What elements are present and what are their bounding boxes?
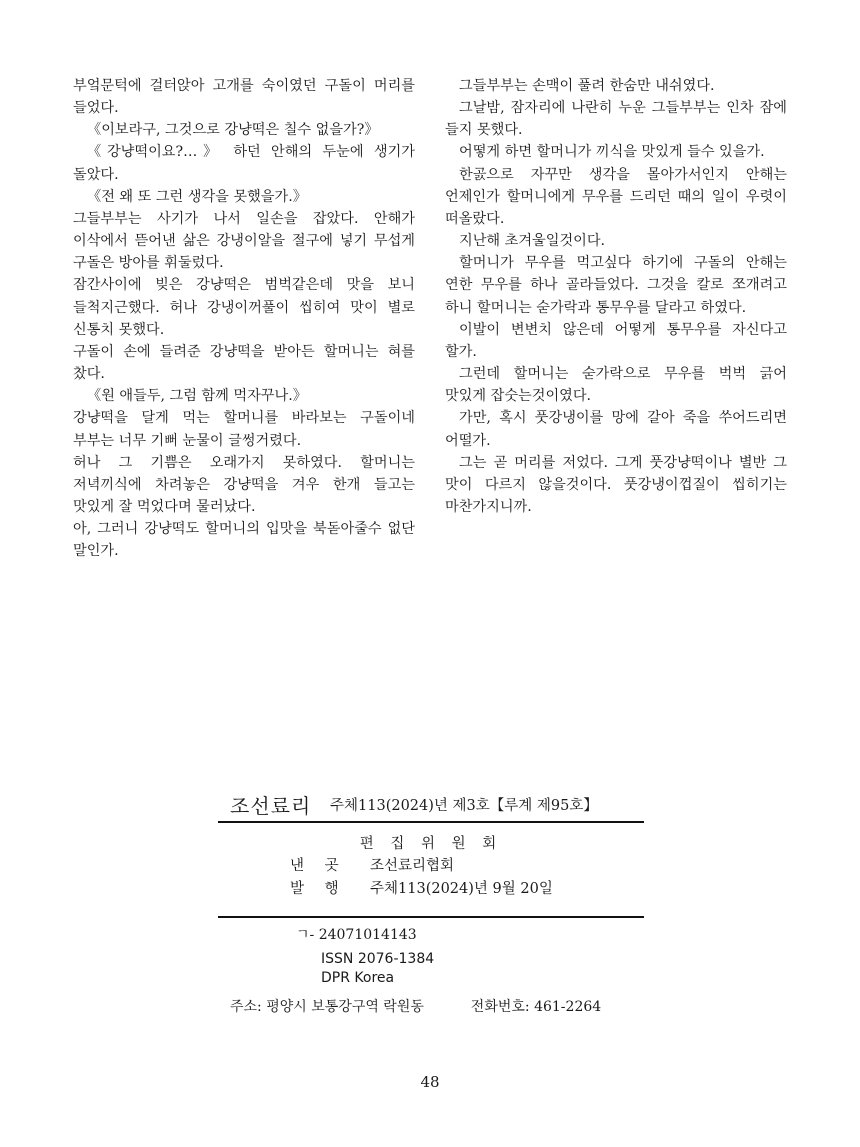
- paragraph: 그런데 할머니는 숟가락으로 무우를 벅벅 긁어 맛있게 잡숫는것이였다.: [445, 366, 787, 405]
- editorial-board: 편 집 위 원 회: [359, 836, 503, 852]
- phone-label: 전화번호:: [470, 999, 530, 1015]
- paragraph: 허나 그 기쁨은 오래가지 못하였다. 할머니는 저녁끼식에 차려놓은 강냥떡을 겨우 한개 들고는 맛있게 잘 먹었다며 물러났다.: [73, 454, 415, 515]
- address-line: [230, 996, 601, 1016]
- page-number: 48: [420, 1073, 440, 1091]
- divider: [218, 916, 644, 918]
- issue-date-value: 주체113(2024)년 9월 20일: [370, 881, 553, 897]
- publisher-value: 조선료리협회: [370, 858, 455, 874]
- publication-info: [218, 854, 644, 906]
- issn: ISSN 2076-1384: [321, 951, 435, 967]
- registration-code: ㄱ- 24071014143: [296, 927, 417, 943]
- paragraph: 이발이 변변치 않은데 어떻게 통무우를 자신다고 할가.: [445, 321, 787, 360]
- paragraph: 그는 곧 머리를 저었다. 그게 풋강냥떡이나 별반 그 맛이 다르지 않을것이다. 풋강냉이껍질이 씹히기는 마찬가지니까.: [445, 454, 787, 515]
- paragraph: 그들부부는 손맥이 풀려 한숨만 내쉬였다.: [459, 78, 715, 94]
- paragraph: 한곬으로 자꾸만 생각을 몰아가서인지 안해는 언제인가 할머니에게 무우를 드리던 때의 일이 우렷이 떠올랐다.: [445, 166, 787, 227]
- phone-value: 461-2264: [534, 999, 602, 1015]
- paragraph: 어떻게 하면 할머니가 끼식을 맛있게 들수 있을가.: [459, 144, 765, 161]
- colophon: [218, 790, 644, 988]
- address-label: 주소:: [230, 999, 262, 1015]
- paragraph: 《전 왜 또 그런 생각을 못했을가.》: [87, 188, 307, 205]
- article-column-right: [445, 75, 787, 518]
- paragraph: 부엌문턱에 걸터앉아 고개를 숙이였던 구돌이 머리를 들었다.: [73, 78, 415, 117]
- paragraph: 강냥떡을 달게 먹는 할머니를 바라보는 구돌이네 부부는 너무 기뻐 눈물이 글썽거렸다.: [73, 410, 415, 449]
- paragraph: 지난해 초겨울일것이다.: [459, 233, 606, 250]
- magazine-name: 조선료리: [230, 794, 312, 818]
- address-value: 평양시 보통강구역 락원동: [266, 999, 424, 1015]
- masthead: [218, 790, 644, 823]
- paragraph: 할머니가 무우를 먹고싶다 하기에 구돌의 안해는 연한 무우를 하나 골라들었다. 그것을 칼로 쪼개려고 하니 할머니는 숟가락과 통무우를 달라고 하였다.: [445, 255, 787, 316]
- article-column-left: [73, 75, 415, 562]
- paragraph: 구돌이 손에 들려준 강냥떡을 받아든 할머니는 혀를 찼다.: [73, 343, 415, 383]
- publisher-label: 낸 곳: [290, 858, 347, 874]
- paragraph: 그들부부는 사기가 나서 일손을 잡았다. 안해가 이삭에서 뜯어낸 삶은 강냉이알을 절구에 넣기 무섭게 구돌은 방아를 휘둘렀다.: [73, 210, 415, 272]
- paragraph: 그날밤, 잠자리에 나란히 누운 그들부부는 인차 잠에 들지 못했다.: [445, 100, 787, 139]
- paragraph: 《원 애들두, 그럼 함께 먹자꾸나.》: [87, 388, 307, 405]
- paragraph: 《이보라구, 그것으로 강냥떡은 칠수 없을가?》: [87, 122, 379, 139]
- paragraph: 《강냥떡이요?…》 하던 안해의 두눈에 생기가 돌았다.: [73, 144, 415, 183]
- issue-date-label: 발 행: [290, 881, 347, 897]
- paragraph: 아, 그러니 강냥떡도 할머니의 입맛을 북돋아줄수 없단 말인가.: [73, 521, 415, 560]
- paragraph: 가만, 혹시 풋강냉이를 망에 갈아 죽을 쑤어드리면 어떨가.: [445, 410, 787, 449]
- paragraph: 잠간사이에 빚은 강냥떡은 범벅같은데 맛을 보니 들척지근했다. 허나 강냉이꺼풀이 씹히여 맛이 별로 신통치 못했다.: [73, 277, 415, 338]
- country: DPR Korea: [321, 970, 395, 986]
- issue-line: 주체113(2024)년 제3호【루계 제95호】: [330, 798, 598, 814]
